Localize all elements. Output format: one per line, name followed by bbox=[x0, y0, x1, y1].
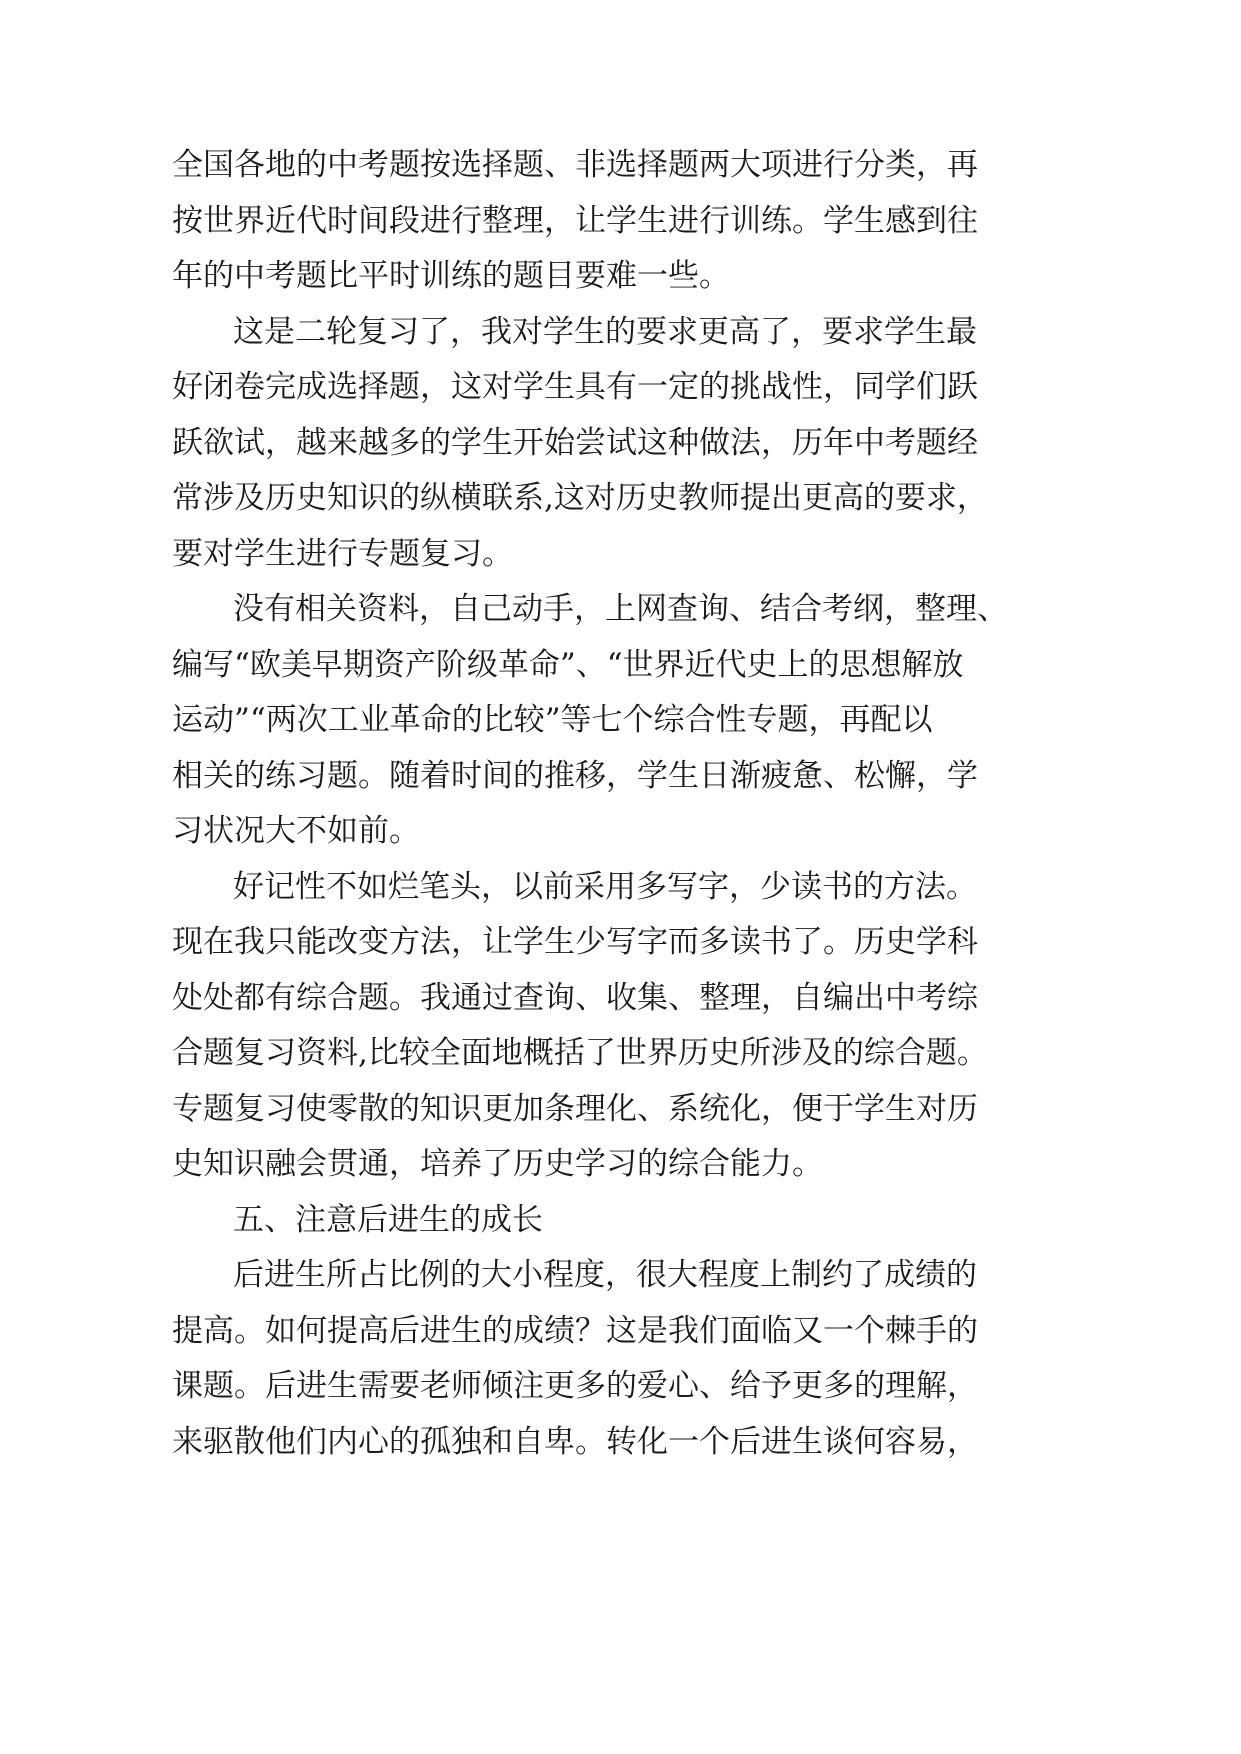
text-line: 这是二轮复习了，我对学生的要求更高了，要求学生最 bbox=[233, 314, 977, 350]
text-line: 来驱散他们内心的孤独和自卑。转化一个后进生谈何容易， bbox=[172, 1424, 978, 1460]
text-line: 没有相关资料，自己动手，上网查询、结合考纲，整理、 bbox=[233, 591, 1008, 627]
text-line: 年的中考题比平时训练的题目要难一些。 bbox=[172, 258, 730, 294]
text-line: 好记性不如烂笔头，以前采用多写字，少读书的方法。 bbox=[233, 869, 977, 905]
text-line: 提高。如何提高后进生的成绩？这是我们面临又一个棘手的 bbox=[172, 1313, 978, 1349]
text-line: 课题。后进生需要老师倾注更多的爱心、给予更多的理解， bbox=[172, 1368, 978, 1404]
section-heading: 五、注意后进生的成长 bbox=[233, 1202, 543, 1238]
text-line: 相关的练习题。随着时间的推移，学生日渐疲惫、松懈，学 bbox=[172, 758, 978, 794]
text-line: 史知识融会贯通，培养了历史学习的综合能力。 bbox=[172, 1146, 823, 1182]
text-line: 现在我只能改变方法，让学生少写字而多读书了。历史学科 bbox=[172, 924, 978, 960]
text-line: 要对学生进行专题复习。 bbox=[172, 536, 513, 572]
text-line: 好闭卷完成选择题，这对学生具有一定的挑战性，同学们跃 bbox=[172, 369, 978, 405]
text-line: 后进生所占比例的大小程度，很大程度上制约了成绩的 bbox=[233, 1257, 977, 1293]
text-line: 全国各地的中考题按选择题、非选择题两大项进行分类，再 bbox=[172, 147, 978, 183]
text-line: 习状况大不如前。 bbox=[172, 813, 420, 849]
text-line: 跃欲试，越来越多的学生开始尝试这种做法，历年中考题经 bbox=[172, 425, 978, 461]
text-line: 运动”“两次工业革命的比较”等七个综合性专题，再配以 bbox=[172, 702, 933, 738]
text-line: 按世界近代时间段进行整理，让学生进行训练。学生感到往 bbox=[172, 203, 978, 239]
text-line: 编写“欧美早期资产阶级革命”、“世界近代史上的思想解放 bbox=[172, 647, 964, 683]
text-line: 常涉及历史知识的纵横联系,这对历史教师提出更高的要求， bbox=[172, 480, 988, 516]
text-line: 专题复习使零散的知识更加条理化、系统化，便于学生对历 bbox=[172, 1091, 978, 1127]
text-line: 处处都有综合题。我通过查询、收集、整理，自编出中考综 bbox=[172, 980, 978, 1016]
text-line: 合题复习资料,比较全面地概括了世界历史所涉及的综合题。 bbox=[172, 1035, 988, 1071]
